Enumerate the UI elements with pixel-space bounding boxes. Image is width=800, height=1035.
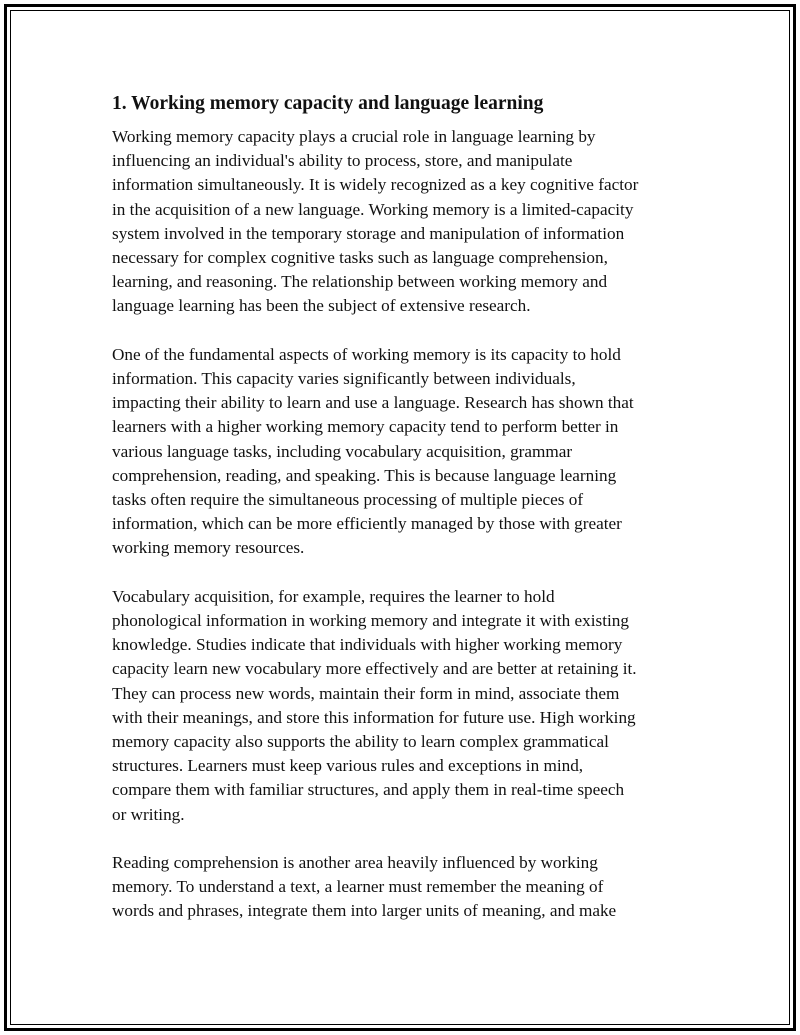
paragraph-line: necessary for complex cognitive tasks such as language comprehension, [112,248,608,268]
paragraph-line: Working memory capacity plays a crucial role in language learning by [112,127,596,146]
paragraph-line: structures. Learners must keep various rules and exceptions in mind, [112,756,584,776]
paragraph-line: Reading comprehension is another area heavily influenced by working [112,853,598,873]
paragraph-line: learning, and reasoning. The relationship between working memory and [112,272,608,292]
paragraph-line: They can process new words, maintain their form in mind, associate them [112,683,620,703]
paragraph-line: phonological information in working memory and integrate it with existing [112,611,629,631]
paragraph-line: with their meanings, and store this information for future use. High working [112,707,636,727]
paragraph-line: in the acquisition of a new language. Working memory is a limited-capacity [112,199,634,219]
paragraph-line: information simultaneously. It is widely recognized as a key cognitive factor [112,175,639,195]
paragraph-line: tasks often require the simultaneous processing of multiple pieces of [112,490,584,510]
paragraph-line: system involved in the temporary storage and manipulation of information [112,223,625,243]
body-paragraph-2 [112,343,682,561]
paragraph-line: influencing an individual's ability to process, store, and manipulate [112,151,573,171]
paragraph-line: information, which can be more efficiently managed by those with greater [112,514,622,534]
paragraph-line: memory capacity also supports the ability to learn complex grammatical [112,732,609,752]
body-paragraph-3 [112,585,682,827]
paragraph-line: impacting their ability to learn and use a language. Research has shown that [112,393,634,413]
paragraph-line: compare them with familiar structures, and apply them in real-time speech [112,780,625,800]
body-paragraph-4 [112,851,682,924]
paragraph-line: comprehension, reading, and speaking. This is because language learning [112,465,617,485]
paragraph-line: capacity learn new vocabulary more effectively and are better at retaining it. [112,659,637,679]
paragraph-line: information. This capacity varies significantly between individuals, [112,369,576,389]
paragraph-line: various language tasks, including vocabulary acquisition, grammar [112,441,573,461]
paragraphs-container [112,125,682,924]
body-paragraph-1 [112,125,682,319]
document-content [112,91,682,948]
paragraph-line: language learning has been the subject of extensive research. [112,296,531,316]
paragraph-line: knowledge. Studies indicate that individuals with higher working memory [112,635,623,655]
paragraph-line: learners with a higher working memory capacity tend to perform better in [112,417,619,437]
paragraph-line: words and phrases, integrate them into larger units of meaning, and make [112,901,617,921]
section-heading: 1. Working memory capacity and language learning [112,93,544,114]
paragraph-line: working memory resources. [112,538,305,558]
paragraph-line: or writing. [112,804,185,824]
paragraph-line: memory. To understand a text, a learner must remember the meaning of [112,877,604,897]
paragraph-line: One of the fundamental aspects of working memory is its capacity to hold [112,344,621,364]
paragraph-line: Vocabulary acquisition, for example, requires the learner to hold [112,586,555,606]
